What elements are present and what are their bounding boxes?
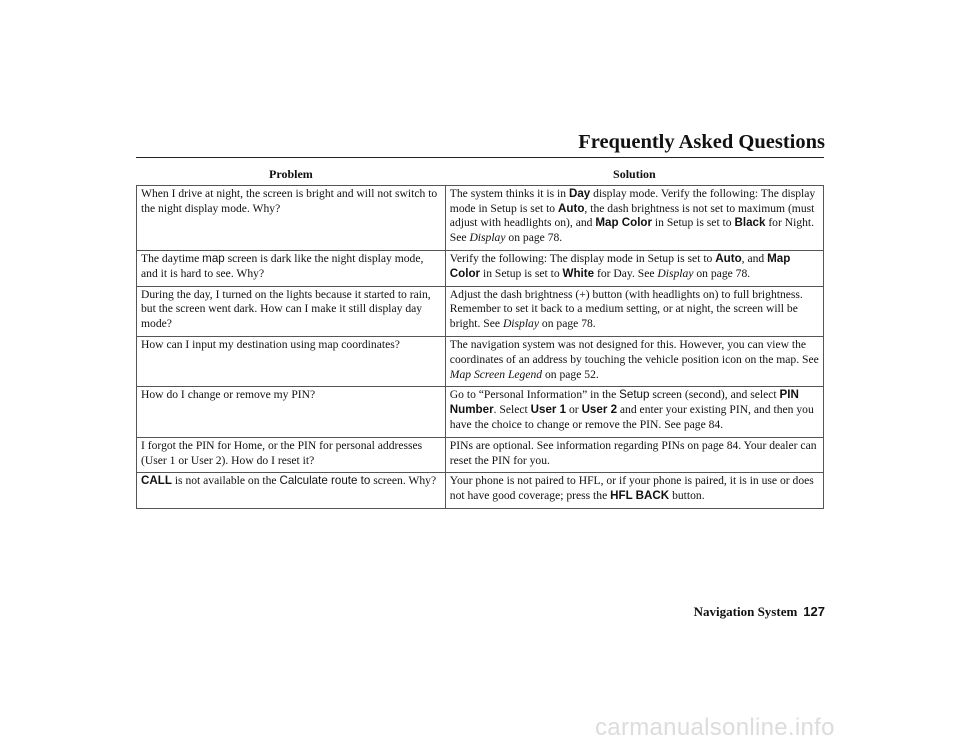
solution-text: Display [469, 231, 506, 245]
solution-text: , and [741, 251, 768, 265]
solution-text: Auto [558, 201, 585, 215]
problem-text: How do I change or remove my PIN? [141, 388, 316, 402]
problem-text: When I drive at night, the screen is bright and will not switch to the night display mode. Why? [141, 186, 438, 215]
problem-text: screen is dark like the night display mode, and it is hard to see. Why? [141, 251, 424, 280]
problem-cell [137, 437, 446, 473]
page-title: Frequently Asked Questions [578, 131, 825, 153]
solution-text: Black [734, 216, 766, 230]
solution-text: or [566, 403, 582, 417]
problem-text: How can I input my destination using map coordinates? [141, 337, 400, 351]
table-row [137, 336, 824, 386]
footer-section: Navigation System [693, 604, 798, 619]
solution-text: Display [502, 317, 540, 331]
page-number: 127 [803, 604, 825, 619]
solution-text: button. [669, 489, 705, 503]
solution-text: on page 78. [539, 317, 596, 331]
page-footer [694, 604, 825, 620]
solution-text: Auto [715, 251, 742, 265]
table-header-row [137, 166, 824, 185]
solution-cell [445, 250, 823, 286]
solution-text: display mode. Verify the following: The display mode in Setup is set to [449, 186, 816, 215]
table-row [137, 250, 824, 286]
faq-table [136, 166, 824, 509]
problem-text: is not available on the [171, 474, 280, 488]
solution-text: and enter your existing PIN, and then you have the choice to change or remove the PIN. See page 84. [449, 403, 814, 431]
header-problem: Problem [269, 167, 313, 181]
table-row [137, 473, 824, 509]
solution-cell [445, 387, 823, 437]
solution-text: Map Color [449, 251, 791, 280]
solution-text: Map Color [595, 216, 653, 230]
solution-text: screen (second), and select [649, 388, 780, 402]
header-solution: Solution [613, 167, 656, 181]
faq-body [137, 185, 824, 508]
solution-cell [445, 437, 823, 473]
solution-text: Setup [619, 388, 650, 402]
solution-text: User 2 [581, 403, 618, 417]
title-rule [136, 157, 824, 158]
solution-text: for Night. See [449, 216, 815, 245]
solution-text: White [562, 266, 595, 280]
solution-text: on page 78. [505, 231, 563, 245]
problem-text: During the day, I turned on the lights because it started to rain, but the screen went dark. How can I make it still display day mode? [141, 287, 431, 331]
solution-text: The navigation system was not designed for this. However, you can view the coordinates of an address by touching the vehicle position icon on the map. See [449, 337, 819, 366]
problem-cell [137, 387, 446, 437]
problem-text: screen. Why? [370, 474, 437, 488]
problem-text: map [202, 251, 225, 265]
solution-text: Verify the following: The display mode in Setup is set to [449, 251, 716, 265]
solution-text: Day [568, 186, 591, 200]
solution-text: HFL BACK [610, 489, 670, 503]
solution-text: Display [657, 266, 694, 280]
solution-cell [445, 185, 823, 250]
solution-text: Your phone is not paired to HFL, or if your phone is paired, it is in use or does not have good coverage; press the [449, 474, 814, 503]
watermark: carmanualsonline.info [595, 714, 835, 741]
solution-text: Map Screen Legend [449, 367, 543, 381]
solution-text: PINs are optional. See information regarding PINs on page 84. Your dealer can reset the PIN for you. [449, 438, 817, 467]
solution-text: , the dash brightness is not set to maximum (must adjust with headlights on), and [449, 201, 815, 230]
table-row [137, 185, 824, 250]
solution-text: . Select [493, 403, 531, 417]
problem-text: The daytime [141, 251, 203, 265]
solution-text: The system thinks it is in [449, 186, 569, 200]
solution-text: on page 52. [542, 367, 599, 381]
problem-cell [137, 250, 446, 286]
table-row [137, 437, 824, 473]
problem-text: CALL [141, 474, 172, 488]
solution-text: on page 78. [693, 266, 751, 280]
solution-text: Go to “Personal Information” in the [449, 388, 620, 402]
solution-text: for Day. See [594, 266, 658, 280]
solution-cell [445, 473, 823, 509]
solution-cell [445, 286, 823, 336]
problem-cell [137, 286, 446, 336]
table-row [137, 387, 824, 437]
solution-cell [445, 336, 823, 386]
table-row [137, 286, 824, 336]
problem-cell [137, 336, 446, 386]
solution-text: in Setup is set to [652, 216, 735, 230]
problem-text: Calculate route to [279, 474, 371, 488]
solution-text: User 1 [530, 403, 567, 417]
problem-cell [137, 185, 446, 250]
solution-text: Adjust the dash brightness (+) button (with headlights on) to full brightness. Remember to set it back to a medium setting, or at night, the screen will be bright. See [449, 287, 803, 331]
problem-text: I forgot the PIN for Home, or the PIN for personal addresses (User 1 or User 2). How do I reset it? [141, 438, 423, 467]
solution-text: PIN Number [449, 388, 799, 417]
problem-cell [137, 473, 446, 509]
solution-text: in Setup is set to [480, 266, 563, 280]
